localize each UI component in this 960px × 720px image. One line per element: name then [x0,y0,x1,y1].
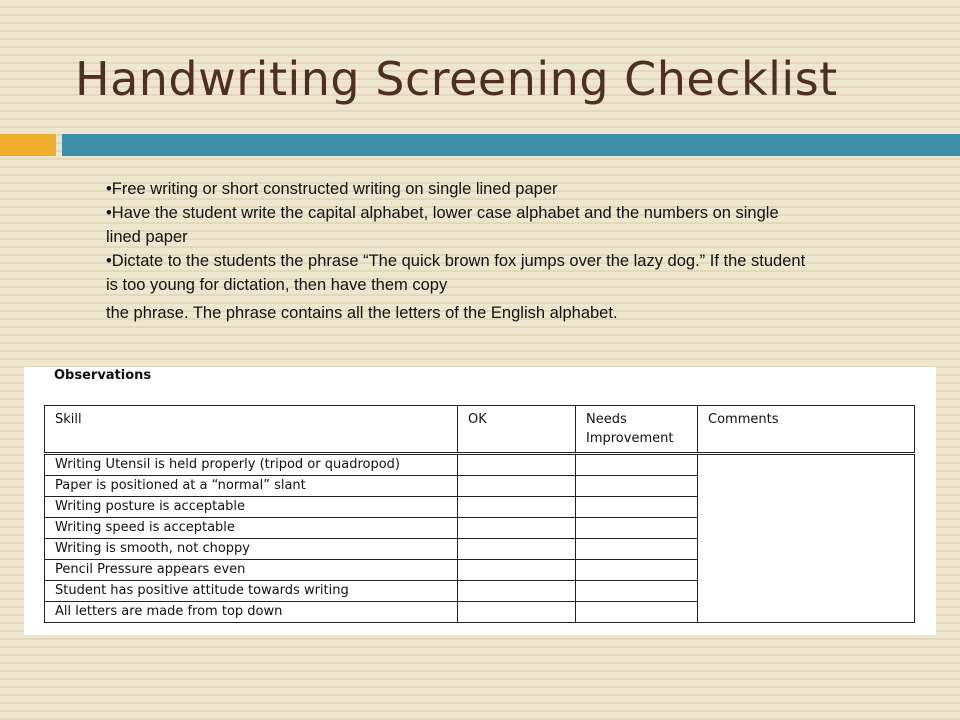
instruction-item-continuation: the phrase. The phrase contains all the letters of the English alphabet. [106,304,618,322]
table-row [45,454,915,476]
skill-cell: Writing posture is acceptable [45,497,458,518]
needs-improvement-cell[interactable] [576,602,698,623]
skill-cell: Writing Utensil is held properly (tripod or quadropod) [45,454,458,476]
skill-cell: Writing is smooth, not choppy [45,539,458,560]
ok-cell[interactable] [458,581,576,602]
table-header-row [45,406,915,454]
needs-improvement-cell[interactable] [576,581,698,602]
column-header-comments: Comments [698,406,915,454]
ok-cell[interactable] [458,518,576,539]
instruction-item: •Dictate to the students the phrase “The quick brown fox jumps over the lazy dog.” If the student is too young for dictation, then have them copy [106,252,806,294]
needs-improvement-cell[interactable] [576,560,698,581]
needs-improvement-cell[interactable] [576,497,698,518]
instruction-list [106,177,806,325]
ok-cell[interactable] [458,454,576,476]
ok-cell[interactable] [458,476,576,497]
ok-cell[interactable] [458,539,576,560]
column-header-needs-line1: Needs [586,412,627,427]
needs-improvement-cell[interactable] [576,539,698,560]
column-header-needs-line2: Improvement [586,431,674,446]
instruction-item [106,297,806,325]
ok-cell[interactable] [458,602,576,623]
column-header-needs-improvement [576,406,698,454]
needs-improvement-cell[interactable] [576,518,698,539]
observations-heading: Observations [54,368,152,383]
skill-cell: Paper is positioned at a “normal” slant [45,476,458,497]
instruction-item: •Free writing or short constructed writing on single lined paper [106,180,558,198]
needs-improvement-cell[interactable] [576,454,698,476]
ok-cell[interactable] [458,560,576,581]
accent-bar-orange [0,134,56,156]
column-header-ok: OK [458,406,576,454]
needs-improvement-cell[interactable] [576,476,698,497]
skill-cell: Pencil Pressure appears even [45,560,458,581]
skill-cell: All letters are made from top down [45,602,458,623]
instruction-item: •Have the student write the capital alphabet, lower case alphabet and the numbers on single lined paper [106,204,779,246]
accent-bar-teal [62,134,960,156]
comments-cell[interactable] [698,454,915,623]
ok-cell[interactable] [458,497,576,518]
observations-table [44,405,915,623]
skill-cell: Writing speed is acceptable [45,518,458,539]
slide-title: Handwriting Screening Checklist [75,52,838,106]
column-header-skill: Skill [45,406,458,454]
skill-cell: Student has positive attitude towards writing [45,581,458,602]
